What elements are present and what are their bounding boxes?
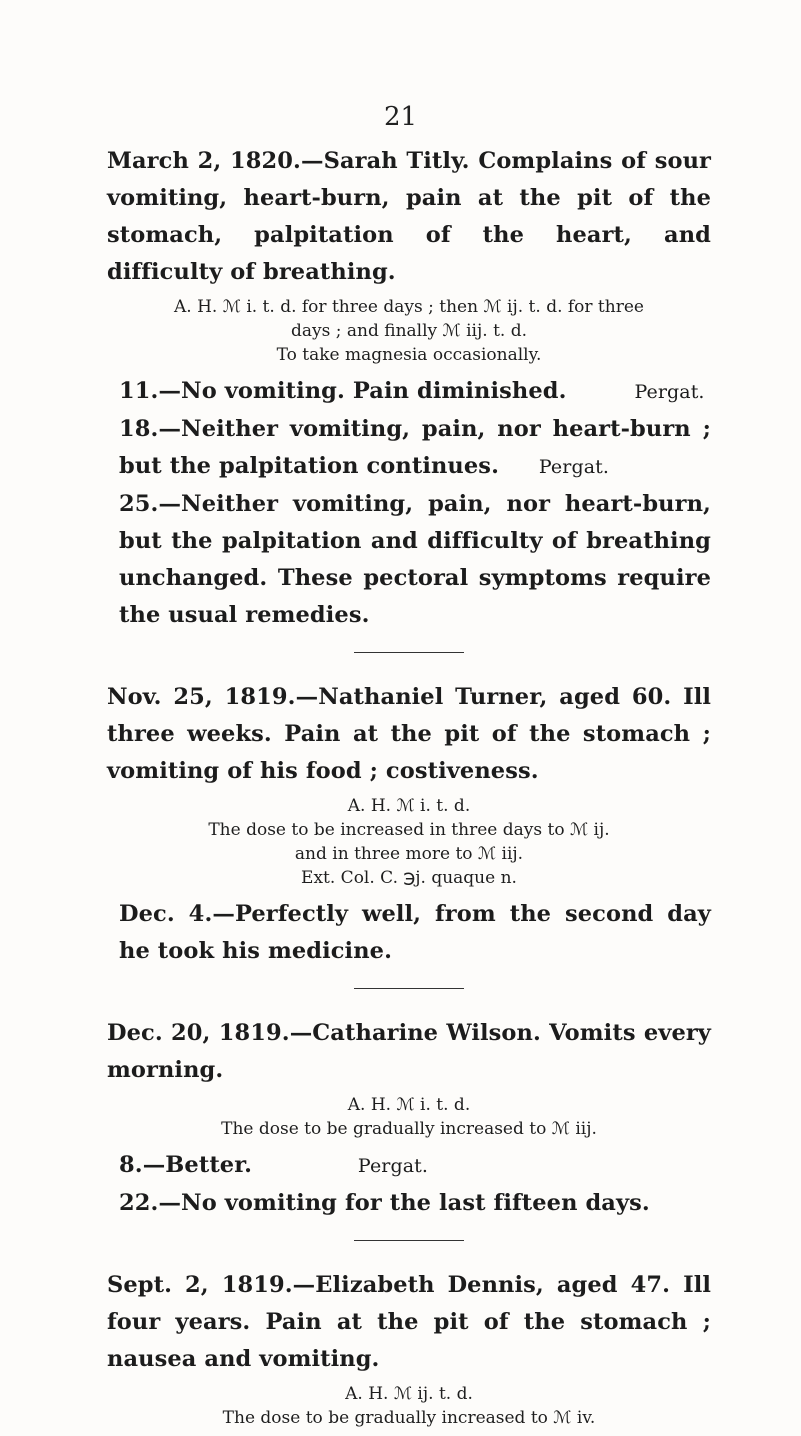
rx-line: A. H. ℳ i. t. d. bbox=[347, 1095, 471, 1115]
case-entry bbox=[107, 679, 711, 970]
prescription bbox=[107, 1382, 711, 1430]
rx-line: and in three more to ℳ iij. bbox=[294, 844, 524, 864]
rx-line: The dose to be gradually increased to ℳ iij. bbox=[221, 1119, 597, 1139]
followup-text: 11.—No vomiting. Pain diminished. bbox=[119, 378, 567, 404]
case-header: Sept. 2, 1819.—Elizabeth Dennis, aged 47. Ill four years. Pain at the pit of the stomach ; nausea and vomiting. bbox=[107, 1272, 711, 1372]
pergat-note: Pergat. bbox=[357, 1155, 429, 1177]
followup bbox=[119, 373, 711, 411]
rx-line: Ext. Col. C. ℈j. quaque n. bbox=[301, 868, 517, 888]
followup bbox=[119, 1147, 711, 1185]
rx-line: A. H. ℳ ij. t. d. bbox=[345, 1384, 473, 1404]
prescription bbox=[107, 1093, 711, 1141]
rx-line: days ; and finally ℳ iij. t. d. bbox=[290, 321, 528, 341]
case-header: Dec. 20, 1819.—Catharine Wilson. Vomits every morning. bbox=[107, 1020, 711, 1083]
followup: 25.—Neither vomiting, pain, nor heart-burn, but the palpitation and difficulty of breathing unchanged. These pectoral symptoms require the usual remedies. bbox=[119, 491, 711, 628]
section-divider bbox=[354, 652, 464, 653]
prescription bbox=[107, 794, 711, 890]
page-number: 21 bbox=[383, 102, 418, 132]
section-divider bbox=[354, 988, 464, 989]
case-entry bbox=[107, 1267, 711, 1430]
case-entry bbox=[107, 143, 711, 634]
pergat-note: Pergat. bbox=[538, 456, 610, 478]
rx-line: A. H. ℳ i. t. d. bbox=[347, 796, 471, 816]
case-entry bbox=[107, 1015, 711, 1222]
followup-text: 8.—Better. bbox=[119, 1152, 253, 1178]
case-header: Nov. 25, 1819.—Nathaniel Turner, aged 60. Ill three weeks. Pain at the pit of the stomach ; vomiting of his food ; costiveness. bbox=[107, 684, 711, 784]
rx-line: The dose to be increased in three days to ℳ ij. bbox=[208, 820, 610, 840]
rx-line: The dose to be gradually increased to ℳ iv. bbox=[222, 1408, 596, 1428]
followup bbox=[119, 411, 711, 486]
followup-text: 18.—Neither vomiting, pain, nor heart-burn ; but the palpitation continues. bbox=[119, 416, 711, 479]
page-content bbox=[107, 143, 711, 1436]
case-header: March 2, 1820.—Sarah Titly. Complains of sour vomiting, heart-burn, pain at the pit of the stomach, palpitation of the heart, and difficulty of breathing. bbox=[107, 148, 711, 285]
prescription bbox=[107, 295, 711, 367]
rx-line: A. H. ℳ i. t. d. for three days ; then ℳ ij. t. d. for three bbox=[174, 297, 644, 317]
pergat-note: Pergat. bbox=[634, 381, 705, 403]
section-divider bbox=[354, 1240, 464, 1241]
rx-line: To take magnesia occasionally. bbox=[276, 345, 542, 365]
followup: 22.—No vomiting for the last fifteen days. bbox=[119, 1190, 650, 1216]
followup: Dec. 4.—Perfectly well, from the second day he took his medicine. bbox=[119, 901, 711, 964]
